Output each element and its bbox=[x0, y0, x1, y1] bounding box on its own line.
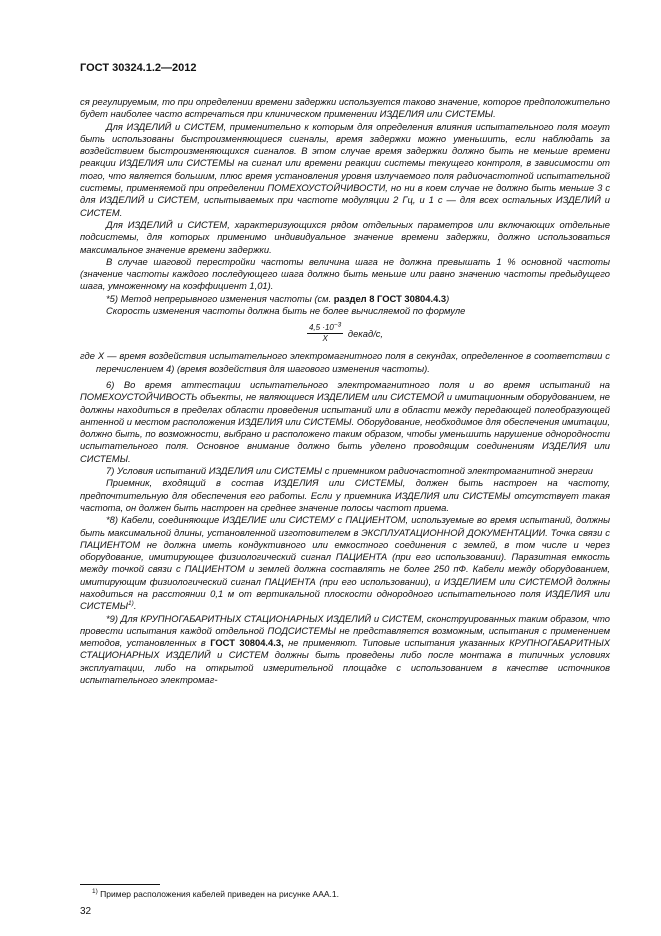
formula-num-value: 4,5 ·10 bbox=[308, 323, 334, 333]
paragraph: 6) Во время аттестации испытательного электромагнитного поля и во время испытаний на ПОМЕХОУСТОЙЧИВОСТЬ объекты, не являющиеся ИЗДЕЛИЕМ или СИСТЕМОЙ и имитационным оборудованием, не должны находиться в пределах области проведения испытаний или в области между передающей полеобразующей антенной и местом расположения ИЗДЕЛИЯ или СИСТЕМЫ. Оборудование, необходимое для обеспечения имитации, должно быть, по возможности, выбрано и расположено таким образом, чтобы уменьшить нарушение однородности испытательного поля. Основное внимание должно быть уделено проводящим соединениям ИЗДЕЛИЯ или СИСТЕМЫ. bbox=[80, 378, 610, 464]
footnote-divider bbox=[80, 884, 160, 885]
large-systems-end: не применяют. Типовые испытания указанных КРУПНОГАБАРИТНЫХ СТАЦИОНАРНЫХ ИЗДЕЛИЙ и СИСТЕМ должны быть проведены либо после монтажа в типичных условиях эксплуатации, либо на открытой измерительной площадке с использованием в качестве источников испытательного электромаг- bbox=[80, 637, 611, 686]
paragraph-large-systems bbox=[80, 613, 610, 687]
formula-exponent: −3 bbox=[333, 321, 342, 329]
paragraph: Для ИЗДЕЛИЙ и СИСТЕМ, применительно к которым для определения влияния испытательного поля могут быть использованы быстроизменяющиеся сигналы, время задержки можно уменьшить, если наблюдать за воздействием быстроизменяющихся сигналов. В этом случае время задержки должно быть не меньше времени реакции ИЗДЕЛИЯ или СИСТЕМЫ на сигнал или времени реакции системы текущего контроля, в зависимости от того, что является большим, плюс время установления уровня излучаемого поля радиочастотной испытательной системы, применяемой при определении ПОМЕХОУСТОЙЧИВОСТИ, но ни в коем случае не должно быть меньше 3 с для ИЗДЕЛИЙ и СИСТЕМ, испытываемых при частоте модуляции 2 Гц, и 1 с — для всех остальных ИЗДЕЛИЙ и СИСТЕМ. bbox=[80, 120, 610, 218]
method-text: *5) Метод непрерывного изменения частоты (см. bbox=[106, 292, 332, 304]
footnote-mark: 1) bbox=[92, 888, 98, 896]
formula bbox=[80, 323, 610, 344]
cables-text: *8) Кабели, соединяющие ИЗДЕЛИЕ или СИСТЕМУ с ПАЦИЕНТОМ, используемые во время испытаний, должны быть максимальной длины, установленной изготовителем в ЭКСПЛУАТАЦИОННОЙ ДОКУМЕНТАЦИИ. Точка связи с ПАЦИЕНТОМ не должна иметь кондуктивного или емкостного соединения с землей, в том числе и через оборудование, имитирующее физиологический сигнал ПАЦИЕНТА (при его использовании). Паразитная емкость между точкой связи с ПАЦИЕНТОМ и землей должна составлять не более 250 пФ. Кабели между оборудованием, имитирующим физиологический сигнал ПАЦИЕНТА (при его использовании), и ИЗДЕЛИЕМ или СИСТЕМОЙ должны находиться на расстоянии 0,1 м от вертикальной плоскости однородного испытательного поля ИЗДЕЛИЯ или СИСТЕМЫ bbox=[80, 514, 610, 612]
footnote bbox=[92, 889, 339, 899]
method-reference: раздел 8 ГОСТ 30804.4.3 bbox=[333, 292, 447, 304]
formula-explanation: где X — время воздействия испытательного электромагнитного поля в секундах, определенное в соответствии с перечислением 4) (время воздействия для шагового изменения частоты). bbox=[80, 350, 610, 374]
cables-end: . bbox=[133, 600, 137, 612]
body-text bbox=[80, 96, 610, 686]
page-number: 32 bbox=[80, 906, 92, 917]
large-systems-text: *9) Для КРУПНОГАБАРИТНЫХ СТАЦИОНАРНЫХ ИЗДЕЛИЙ и СИСТЕМ, сконструированных таким образом, что провести испытания каждой отдельной ПОДСИСТЕМЫ не представляется возможным, испытания с применением методов, установленных в bbox=[80, 612, 610, 649]
paragraph: 7) Условия испытаний ИЗДЕЛИЯ или СИСТЕМЫ с приемником радиочастотной электромагнитной энергии bbox=[106, 465, 593, 477]
formula-fraction bbox=[307, 323, 343, 344]
paragraph: Для ИЗДЕЛИЙ и СИСТЕМ, характеризующихся рядом отдельных параметров или включающих отдельные подсистемы, для которых применимо индивидуальное значение времени задержки, должно использоваться максимальное значение времени задержки. bbox=[80, 218, 610, 255]
paragraph: В случае шаговой перестройки частоты величина шага не должна превышать 1 % основной частоты (значение частоты каждого последующего шага должно быть меньше или равно значению частоты предыдущего шага, умноженному на коэффициент 1,01). bbox=[80, 255, 610, 292]
footnote-ref: 1) bbox=[128, 600, 134, 608]
document-header: ГОСТ 30324.1.2—2012 bbox=[80, 62, 197, 74]
formula-unit: декад/с, bbox=[347, 327, 384, 339]
paragraph: ся регулируемым, то при определении времени задержки используется таково значение, которое предположительно будет наиболее часто встречаться при клиническом применении ИЗДЕЛИЯ или СИСТЕМЫ. bbox=[80, 96, 610, 120]
method-close: ) bbox=[446, 292, 450, 304]
paragraph-cables bbox=[80, 514, 610, 612]
paragraph-method bbox=[80, 293, 610, 305]
paragraph: Скорость изменения частоты должна быть не более вычисляемой по формуле bbox=[106, 305, 466, 317]
formula-numerator bbox=[307, 323, 343, 334]
paragraph: Приемник, входящий в состав ИЗДЕЛИЯ или СИСТЕМЫ, должен быть настроен на частоту, предпочтительную для обеспечения его работы. Если у приемника ИЗДЕЛИЯ или СИСТЕМЫ отсутствует такая частота, он должен быть настроен на среднее значение полосы частот приема. bbox=[80, 477, 610, 513]
formula-denominator: X bbox=[322, 334, 328, 344]
footnote-text: Пример расположения кабелей приведен на рисунке AAA.1. bbox=[100, 889, 339, 899]
large-systems-reference: ГОСТ 30804.4.3, bbox=[210, 637, 284, 649]
